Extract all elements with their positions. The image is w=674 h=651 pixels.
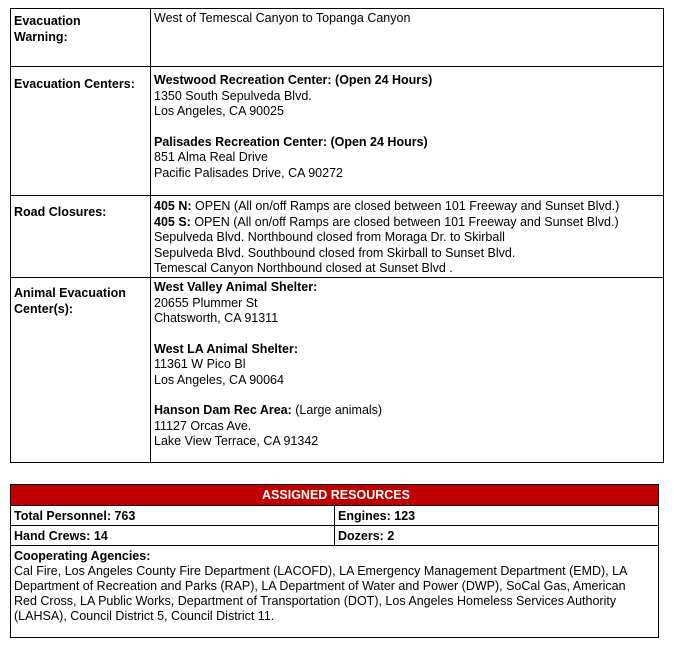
cooperating-agencies-title: Cooperating Agencies: [14, 549, 151, 563]
evacuation-centers-value [151, 67, 664, 196]
center-name: Palisades Recreation Center: (Open 24 Hours) [154, 134, 428, 149]
evacuation-centers-row [11, 67, 664, 196]
road-closure-line [154, 215, 659, 231]
shelter-name: West LA Animal Shelter: [154, 341, 299, 356]
animal-evacuation-row [11, 278, 664, 463]
center-address: 1350 South Sepulveda Blvd. [154, 88, 312, 103]
animal-evacuation-value [151, 278, 664, 463]
center-address: 851 Alma Real Drive [154, 150, 268, 164]
assigned-resources-header: ASSIGNED RESOURCES [11, 485, 659, 506]
road-name: 405 S: [154, 214, 191, 229]
cooperating-agencies-line: Red Cross, LA Public Works, Department of Transportation (DOT), Los Angeles Homeless Services Authority [14, 594, 617, 608]
road-closure-line: Sepulveda Blvd. Southbound closed from Skirball to Sunset Blvd. [154, 245, 516, 260]
road-closures-row [11, 196, 664, 278]
label-line: Road Closures: [14, 205, 107, 219]
label-line: Evacuation Centers: [14, 77, 135, 91]
shelter-address: 20655 Plummer St [154, 295, 258, 310]
road-closure-line: Sepulveda Blvd. Northbound closed from Moraga Dr. to Skirball [154, 230, 505, 244]
road-closures-value [151, 196, 664, 278]
shelter-name: Hanson Dam Rec Area: [154, 403, 292, 417]
label-line: Center(s): [14, 302, 74, 316]
road-closure-line: Temescal Canyon Northbound closed at Sunset Blvd . [154, 261, 453, 275]
evacuation-warning-value [151, 9, 664, 67]
center-name: Westwood Recreation Center: (Open 24 Hours) [154, 73, 433, 87]
label-line: Animal Evacuation [14, 286, 126, 300]
evacuation-warning-row [11, 9, 664, 67]
shelter-city: Chatsworth, CA 91311 [154, 311, 279, 325]
assigned-resources-table [10, 484, 659, 638]
warning-area-text: West of Temescal Canyon to Topanga Canyon [154, 11, 411, 25]
center-city: Los Angeles, CA 90025 [154, 104, 284, 118]
shelter-name: West Valley Animal Shelter: [154, 280, 318, 294]
cooperating-agencies-line: (LAHSA), Council District 5, Council District 11. [14, 609, 275, 623]
cooperating-agencies [11, 546, 659, 638]
road-closures-label [11, 196, 151, 278]
total-personnel: Total Personnel: 763 [11, 506, 335, 526]
evacuation-centers-label [11, 67, 151, 196]
animal-evacuation-label [11, 278, 151, 463]
shelter-note: (Large animals) [291, 403, 383, 417]
road-name: 405 N: [154, 199, 192, 213]
shelter-address: 11127 Orcas Ave. [154, 418, 252, 433]
resources-row [11, 506, 659, 526]
cooperating-agencies-line: Cal Fire, Los Angeles County Fire Department (LACOFD), LA Emergency Management Department (EMD), LA [14, 564, 628, 578]
dozers-count: Dozers: 2 [335, 526, 659, 546]
label-line: Warning: [14, 30, 68, 44]
engines-count: Engines: 123 [335, 506, 659, 526]
shelter-city: Lake View Terrace, CA 91342 [154, 434, 319, 448]
road-status: OPEN (All on/off Ramps are closed between 101 Freeway and Sunset Blvd.) [190, 214, 619, 229]
shelter-address: 11361 W Pico Bl [154, 357, 246, 371]
shelter-city: Los Angeles, CA 90064 [154, 372, 284, 387]
cooperating-agencies-line: Department of Recreation and Parks (RAP), LA Department of Water and Power (DWP), SoCal Gas, American [14, 579, 626, 593]
road-closure-line [154, 199, 659, 215]
resources-row [11, 526, 659, 546]
road-status: OPEN (All on/off Ramps are closed between 101 Freeway and Sunset Blvd.) [191, 199, 620, 213]
evacuation-info-table [10, 8, 664, 463]
hand-crews-count: Hand Crews: 14 [11, 526, 335, 546]
shelter-name-line [154, 403, 659, 419]
label-line: Evacuation [14, 14, 81, 28]
evacuation-warning-label [11, 9, 151, 67]
center-city: Pacific Palisades Drive, CA 90272 [154, 165, 343, 180]
